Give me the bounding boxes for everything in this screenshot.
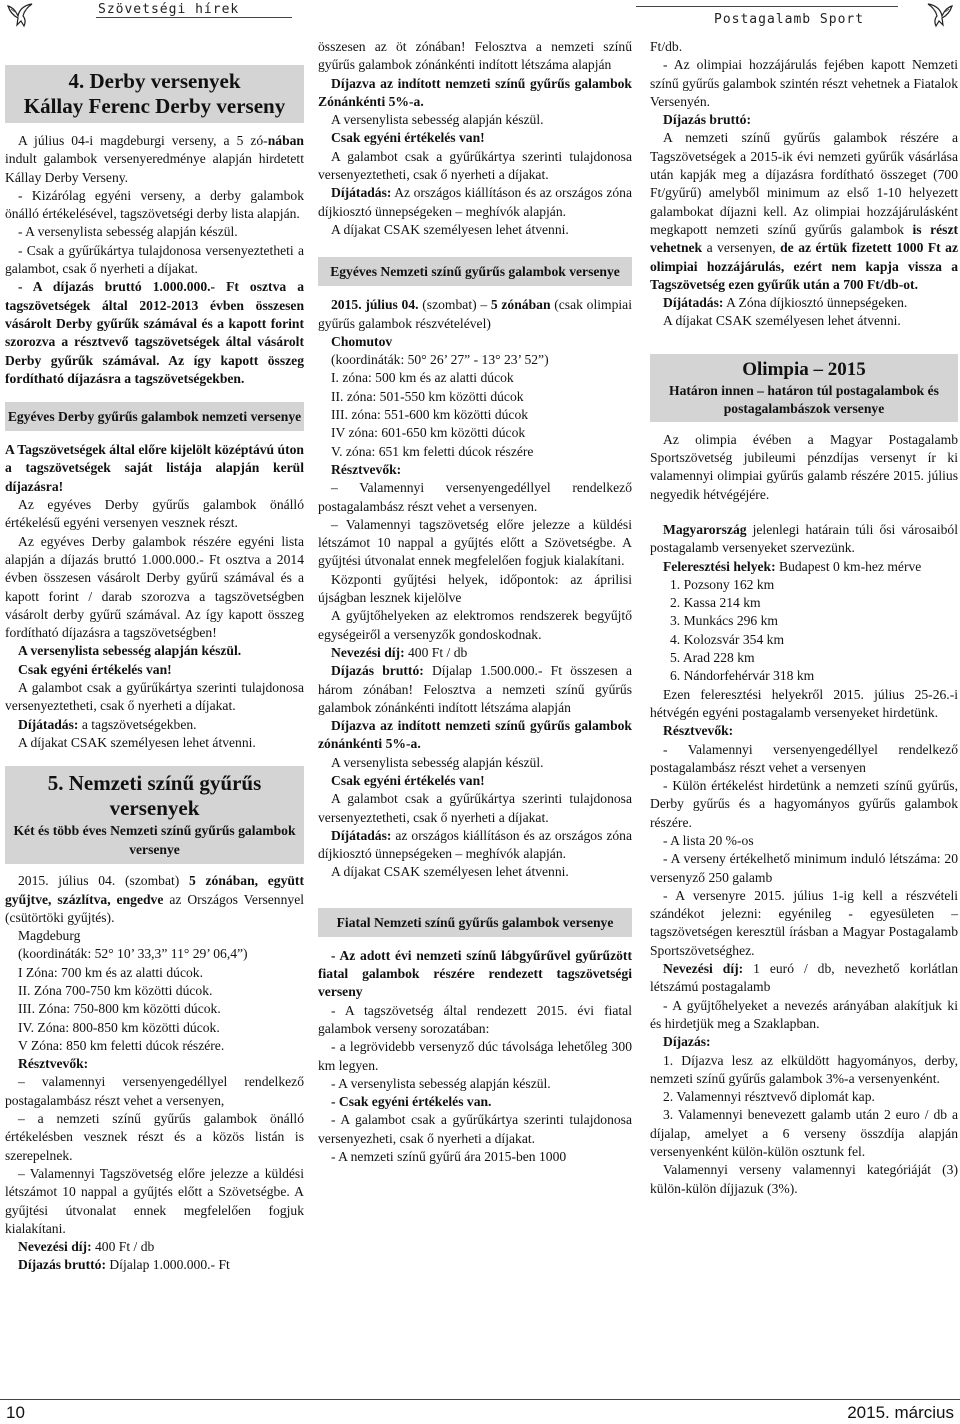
young-rule: - A galambot csak a gyűrűkártya szerinti tulajdonosa versenyezheti, csak ő nyerheti a díjakat. xyxy=(318,1112,632,1146)
ol-prize: 1. Díjazva lesz az elküldött hagyományos, derby, nemzeti színű gyűrűs galambok 3%-a versenyenként. xyxy=(650,1052,958,1086)
yearling-derby-text: A Tagszövetségek által előre kijelölt középtávú úton a tagszövetségek saját listája alapján kerül díjazásra! xyxy=(5,442,304,494)
header-rule-right xyxy=(636,6,898,7)
list-item: 5. Arad 228 km xyxy=(670,650,755,666)
s5-continued: összesen az öt zónában! Felosztva a nemzeti színű gyűrűs galambok zónánkénti indított létszáma alapján xyxy=(318,39,632,73)
list-item: 2. Kassa 214 km xyxy=(670,595,761,611)
yearling-derby-heading: Egyéves Derby gyűrűs galambok nemzeti versenye xyxy=(5,402,304,431)
yr-award: Díjátadás: az országos kiállításon és az országos zóna díjkiosztó ünnepségeken – meghívók alapján. xyxy=(318,827,632,862)
column-3 xyxy=(650,38,958,1198)
young-continued: - Az olimpiai hozzájárulás fejében kapott Nemzeti színű gyűrűs galambok szintén részt vehetnek a Fiatalok Versenyén. xyxy=(650,57,958,109)
section-5-subtitle: Két és több éves Nemzeti színű gyűrűs galambok versenye xyxy=(13,823,296,858)
s5-award: Díjátadás: Az országos kiállításon és az országos zóna díjkiosztó ünnepségeken – meghívók alapján. xyxy=(318,185,632,219)
olympia-intro: Az olimpia évében a Magyar Postagalamb Sportszövetség jubileumi pénzdíjas versenyt ír ki valamennyi olimpiai gyűrűs galamb részére 2015. július negyedik hétvégéjére. xyxy=(650,431,958,502)
yr-owner: A galambot csak a gyűrűkártya szerinti tulajdonosa versenyeztetheti, csak ő nyerheti a díjakat. xyxy=(318,791,632,825)
s5-fee: Nevezési díj: 400 Ft / db xyxy=(18,1239,155,1255)
header-rule-left xyxy=(96,17,292,18)
young-rule: - A nemzeti színű gyűrű ára 2015-ben 1000 xyxy=(331,1149,567,1165)
ol-prize: Valamennyi verseny valamennyi kategóriáját (3) külön-külön díjjazuk (3%). xyxy=(650,1162,958,1196)
ol-participant: - Külön értékelést hirdetünk a nemzeti színű gyűrűs, Derby gyűrűs és a hagyományos gyűrűs galambok részére. xyxy=(650,778,958,830)
derby-rule: - A versenylista sebesség alapján készül. xyxy=(18,224,238,240)
yr-zone: III. zóna: 551-600 km közötti dúcok xyxy=(331,407,529,423)
young-continued: Ft/db. xyxy=(650,39,683,54)
yr-zone: II. zóna: 501-550 km közötti dúcok xyxy=(331,388,524,404)
column-2 xyxy=(318,38,632,1166)
young-rule: - Csak egyéni értékelés van. xyxy=(331,1094,492,1110)
yr-prize-rule: Díjazva az indított nemzeti színű gyűrűs galambok zónánkénti 5%-a. xyxy=(318,718,632,752)
section-5-title-2: versenyek xyxy=(109,796,200,821)
ol-prize-heading: Díjazás: xyxy=(663,1034,711,1050)
yr-participant: – Valamennyi tagszövetség előre jelezze a küldési létszámot 10 nappal a gyűjtés előtt a Szövetségbe. A gyűjtési útvonalat ennek megfelelően fogjuk kialakítani. xyxy=(318,516,632,569)
yr-collect: A gyűjtőhelyeken az elektromos rendszerek begyűjtő egységeiről a versenyzők gondoskodnak. xyxy=(318,608,632,642)
release-places: Feleresztési helyek: Budapest 0 km-hez mérve xyxy=(663,558,922,574)
list-item: 6. Nándorfehérvár 318 km xyxy=(670,668,815,684)
yr-participant: – Valamennyi versenyengedéllyel rendelkező postagalambász részt vehet a versenyen. xyxy=(318,480,632,514)
s5-zone: III. Zóna: 750-800 km közötti dúcok. xyxy=(18,1001,221,1017)
ol-prize: 2. Valamennyi résztvevő diplomát kap. xyxy=(663,1089,875,1105)
olympia-text: Magyarország jelenlegi határain túli ősi városaiból postagalamb versenyeket szervezünk. xyxy=(650,521,958,556)
award-personal: A díjakat CSAK személyesen lehet átvenni. xyxy=(663,313,901,329)
olympia-title: Olimpia – 2015 xyxy=(742,358,866,380)
s5-coords: (koordináták: 52° 10’ 33,3” 11° 29’ 06,4”) xyxy=(18,946,248,962)
ol-participant: - Valamennyi versenyengedéllyel rendelkező postagalambász részt vehet a versenyen xyxy=(650,741,958,775)
yr-fee: Nevezési díj: 400 Ft / db xyxy=(331,644,468,660)
ol-participants-heading: Résztvevők: xyxy=(663,723,734,739)
section-4-subtitle: Kállay Ferenc Derby verseny xyxy=(23,94,286,118)
prize-text: A nemzeti színű gyűrűs galambok részére a Tagszövetségek a 2015-ik évi nemzeti gyűrűk vásárlása után kapják meg a díjazásra fordítható összeget (700 Ft/gyűrű) amelyből minimum az első 1-10 helyezett galambokat díjazni kell. Az olimpiai hozzájárulásként megkapott nemzeti színű gyűrűs galambok is részt vehetnek a versenyen, de az értük fizetett 1000 Ft az olimpiai hozzájárulás, ezért nem kapja vissza a Tagszövetség ezen gyűrűk után a 700 Ft/db-ot. xyxy=(650,130,959,292)
s5-participant: – a nemzeti színű gyűrűs galambok önálló értékelésben vesznek részt és a közös listán is szerepelnek. xyxy=(5,1111,304,1163)
s5-continued: A versenylista sebesség alapján készül. xyxy=(331,112,544,128)
yr-participants-heading: Résztvevők: xyxy=(331,461,402,477)
young-rule: - A tagszövetség által rendezett 2015. évi fiatal galambok verseny sorozatában: xyxy=(318,1002,632,1036)
column-1 xyxy=(5,38,304,1275)
award-text: Díjátadás: A Zóna díjkiosztó ünnepségeken. xyxy=(663,295,908,311)
section-5-heading xyxy=(5,766,304,864)
issue-date: 2015. március xyxy=(847,1403,954,1422)
ol-prize: 3. Valamennyi benevezett galamb után 2 euro / db a díjalap, amelyet a 6 verseny összdíja alapján versenyenként külön-külön osztunk fel. xyxy=(650,1107,958,1160)
olympia-heading xyxy=(650,354,958,422)
yr-zone: V. zóna: 651 km feletti dúcok részére xyxy=(331,443,534,459)
s5-date: 2015. július 04. (szombat) 5 zónában, együtt gyűjtve, százlítva, engedve az Országos Versennyel (csütörtöki gyűjtés). xyxy=(5,873,305,925)
yearling-derby-text: Az egyéves Derby gyűrűs galambok önálló értékelésű egyéni versenyen vesznek részt. xyxy=(5,497,304,531)
yearling-derby-text: A díjakat CSAK személyesen lehet átvenni. xyxy=(18,734,256,750)
footer-rule xyxy=(0,1399,960,1400)
yearling-derby-text: Csak egyéni értékelés van! xyxy=(18,661,172,677)
ol-participant: - A lista 20 %-os xyxy=(663,832,754,848)
young-rule: - Az adott évi nemzeti színű lábgyűrűvel gyűrűzött fiatal galambok részére rendezett tagszövetségi verseny xyxy=(318,947,632,1000)
yr-zone: I. zóna: 500 km és az alatti dúcok xyxy=(331,370,514,386)
s5-participant: – valamennyi versenyengedéllyel rendelkező postagalambász részt vehet a versenyen, xyxy=(5,1074,304,1108)
young-rule: - A versenylista sebesség alapján készül. xyxy=(331,1075,551,1091)
s5-participants-heading: Résztvevők: xyxy=(18,1056,89,1072)
running-header-left: Szövetségi hírek xyxy=(98,2,240,17)
ol-fee: Nevezési díj: 1 euró / db, nevezhető korlátlan létszámú postagalamb xyxy=(650,961,958,995)
yr-list: A versenylista sebesség alapján készül. xyxy=(331,754,544,770)
olympia-subtitle: Határon innen – határon túl postagalambok és postagalambászok versenye xyxy=(669,382,939,416)
s5-continued: A galambot csak a gyűrűkártya szerinti tulajdonosa versenyeztetheti, csak ő nyerheti a díjakat. xyxy=(318,148,632,183)
section-4-title: 4. Derby versenyek xyxy=(68,69,241,93)
yearling-derby-text: A versenylista sebesség alapján készül. xyxy=(18,643,242,659)
yr-eval: Csak egyéni értékelés van! xyxy=(331,772,485,788)
olympia-text: Ezen feleresztési helyekről 2015. július 25-26.-i hétvégén egyéni postagalamb versenyeket hirdetünk. xyxy=(650,686,958,720)
derby-rule: - A díjazás bruttó 1.000.000.- Ft osztva a tagszövetségek által 2012-2013 évben összesen vásárolt Derby gyűrűk számával és a kapott forint szorozva a résztvevő tagszövetségek által vásárolt Derby gyűrűk számával. Az így kapott összeg fordítható díjazásra a tagszövetségekben. xyxy=(5,279,304,386)
yr-personal: A díjakat CSAK személyesen lehet átvenni. xyxy=(331,864,569,880)
yr-date: 2015. július 04. (szombat) – 5 zónában (csak olimpiai gyűrűs galambok részvételével) xyxy=(318,297,632,331)
derby-intro: A július 04-i magdeburgi verseny, a 5 zó-nában indult galambok versenyeredménye alapján hirdetett Kállay Derby Verseny. xyxy=(5,133,304,185)
ol-collect: - A gyűjtőhelyeket a nevezés arányában alakítjuk ki és hirdetjük meg a Szaklapban. xyxy=(650,997,958,1031)
young-national-heading: Fiatal Nemzeti színű gyűrűs galambok versenye xyxy=(318,908,632,937)
s5-participant: – Valamennyi Tagszövetség előre jelezze a küldési létszámot 10 nappal a gyűjtés előtt a Szövetségbe. A gyűjtési útvonalat ennek megfelelően fogjuk kialakítani. xyxy=(5,1165,304,1236)
prize-heading: Díjazás bruttó: xyxy=(663,112,751,128)
yearling-national-heading: Egyéves Nemzeti színű gyűrűs galambok versenye xyxy=(318,257,632,286)
s5-zone: IV. Zóna: 800-850 km közötti dúcok. xyxy=(18,1019,220,1035)
yearling-derby-text: A galambot csak a gyűrűkártya szerinti tulajdonosa versenyeztetheti, csak ő nyerheti a díjakat. xyxy=(5,680,304,714)
dove-logo-icon-right xyxy=(926,2,954,28)
s5-zone: II. Zóna 700-750 km közötti dúcok. xyxy=(18,982,213,998)
s5-continued: Csak egyéni értékelés van! xyxy=(331,130,485,146)
yr-zone: IV zóna: 601-650 km közötti dúcok xyxy=(331,425,526,441)
list-item: 3. Munkács 296 km xyxy=(670,613,778,629)
release-list xyxy=(650,576,958,686)
s5-zone: V Zóna: 850 km feletti dúcok részére. xyxy=(18,1037,225,1053)
derby-rule: - Csak a gyűrűkártya tulajdonosa versenyeztetheti a galambot, csak ő nyerheti a díjakat. xyxy=(5,242,304,277)
dove-logo-icon xyxy=(6,2,34,28)
yr-coords: (koordináták: 50° 26’ 27” - 13° 23’ 52”) xyxy=(331,352,549,368)
list-item: 1. Pozsony 162 km xyxy=(670,576,775,592)
section-4-heading xyxy=(5,65,304,123)
yearling-derby-award: Díjátadás: a tagszövetségekben. xyxy=(18,716,197,732)
s5-city: Magdeburg xyxy=(18,928,81,944)
s5-prize: Díjazás bruttó: Díjalap 1.000.000.- Ft xyxy=(18,1257,230,1273)
yearling-derby-text: Az egyéves Derby galambok részére egyéni lista alapján a díjazás bruttó 1.000.000.- Ft osztva a 2014 évben összesen vásárolt Derby gyűrű számával és a kapott forint / darab szorozva a tagszövetségben vásárolt derby gyűrű számával. Az így kapott összeg fordítható díjazásra a tagszövetségben! xyxy=(5,533,304,641)
ol-participant: - A verseny értékelhető minimum induló létszáma: 20 versenyző 250 galamb xyxy=(650,851,958,885)
derby-rule: - Kizárólag egyéni verseny, a derby galambok önálló értékelésével, tagszövetségi derby lista alapján. xyxy=(5,187,304,222)
yr-central: Központi gyűjtési helyek, időpontok: az áprilisi újságban lesznek kijelölve xyxy=(318,571,632,606)
ol-participant: - A versenyre 2015. július 1-ig kell a részvételi szándékot jelezni: egyénileg - egyesületen – tagszövetségen keresztül írásban a Magyar Postagalamb Sportszövetséghez. xyxy=(650,887,958,958)
page-number: 10 xyxy=(6,1403,25,1422)
yr-prize: Díjazás bruttó: Díjalap 1.500.000.- Ft összesen a három zónában! Felosztva a nemzeti színű gyűrűs galambok zónánkénti indított létszáma alapján xyxy=(318,663,632,715)
s5-continued: A díjakat CSAK személyesen lehet átvenni. xyxy=(331,221,569,237)
s5-zone: I Zóna: 700 km és az alatti dúcok. xyxy=(18,964,203,980)
young-rule: - a legrövidebb versenyző dúc távolsága lehetőleg 300 km legyen. xyxy=(318,1039,632,1073)
s5-continued: Díjazva az indított nemzeti színű gyűrűs galambok Zónánkénti 5%-a. xyxy=(318,75,632,109)
list-item: 4. Kolozsvár 354 km xyxy=(670,631,785,647)
yr-city: Chomutov xyxy=(331,333,393,349)
section-5-title: 5. Nemzeti színű gyűrűs xyxy=(47,771,262,796)
running-header-right: Postagalamb Sport xyxy=(714,12,865,27)
